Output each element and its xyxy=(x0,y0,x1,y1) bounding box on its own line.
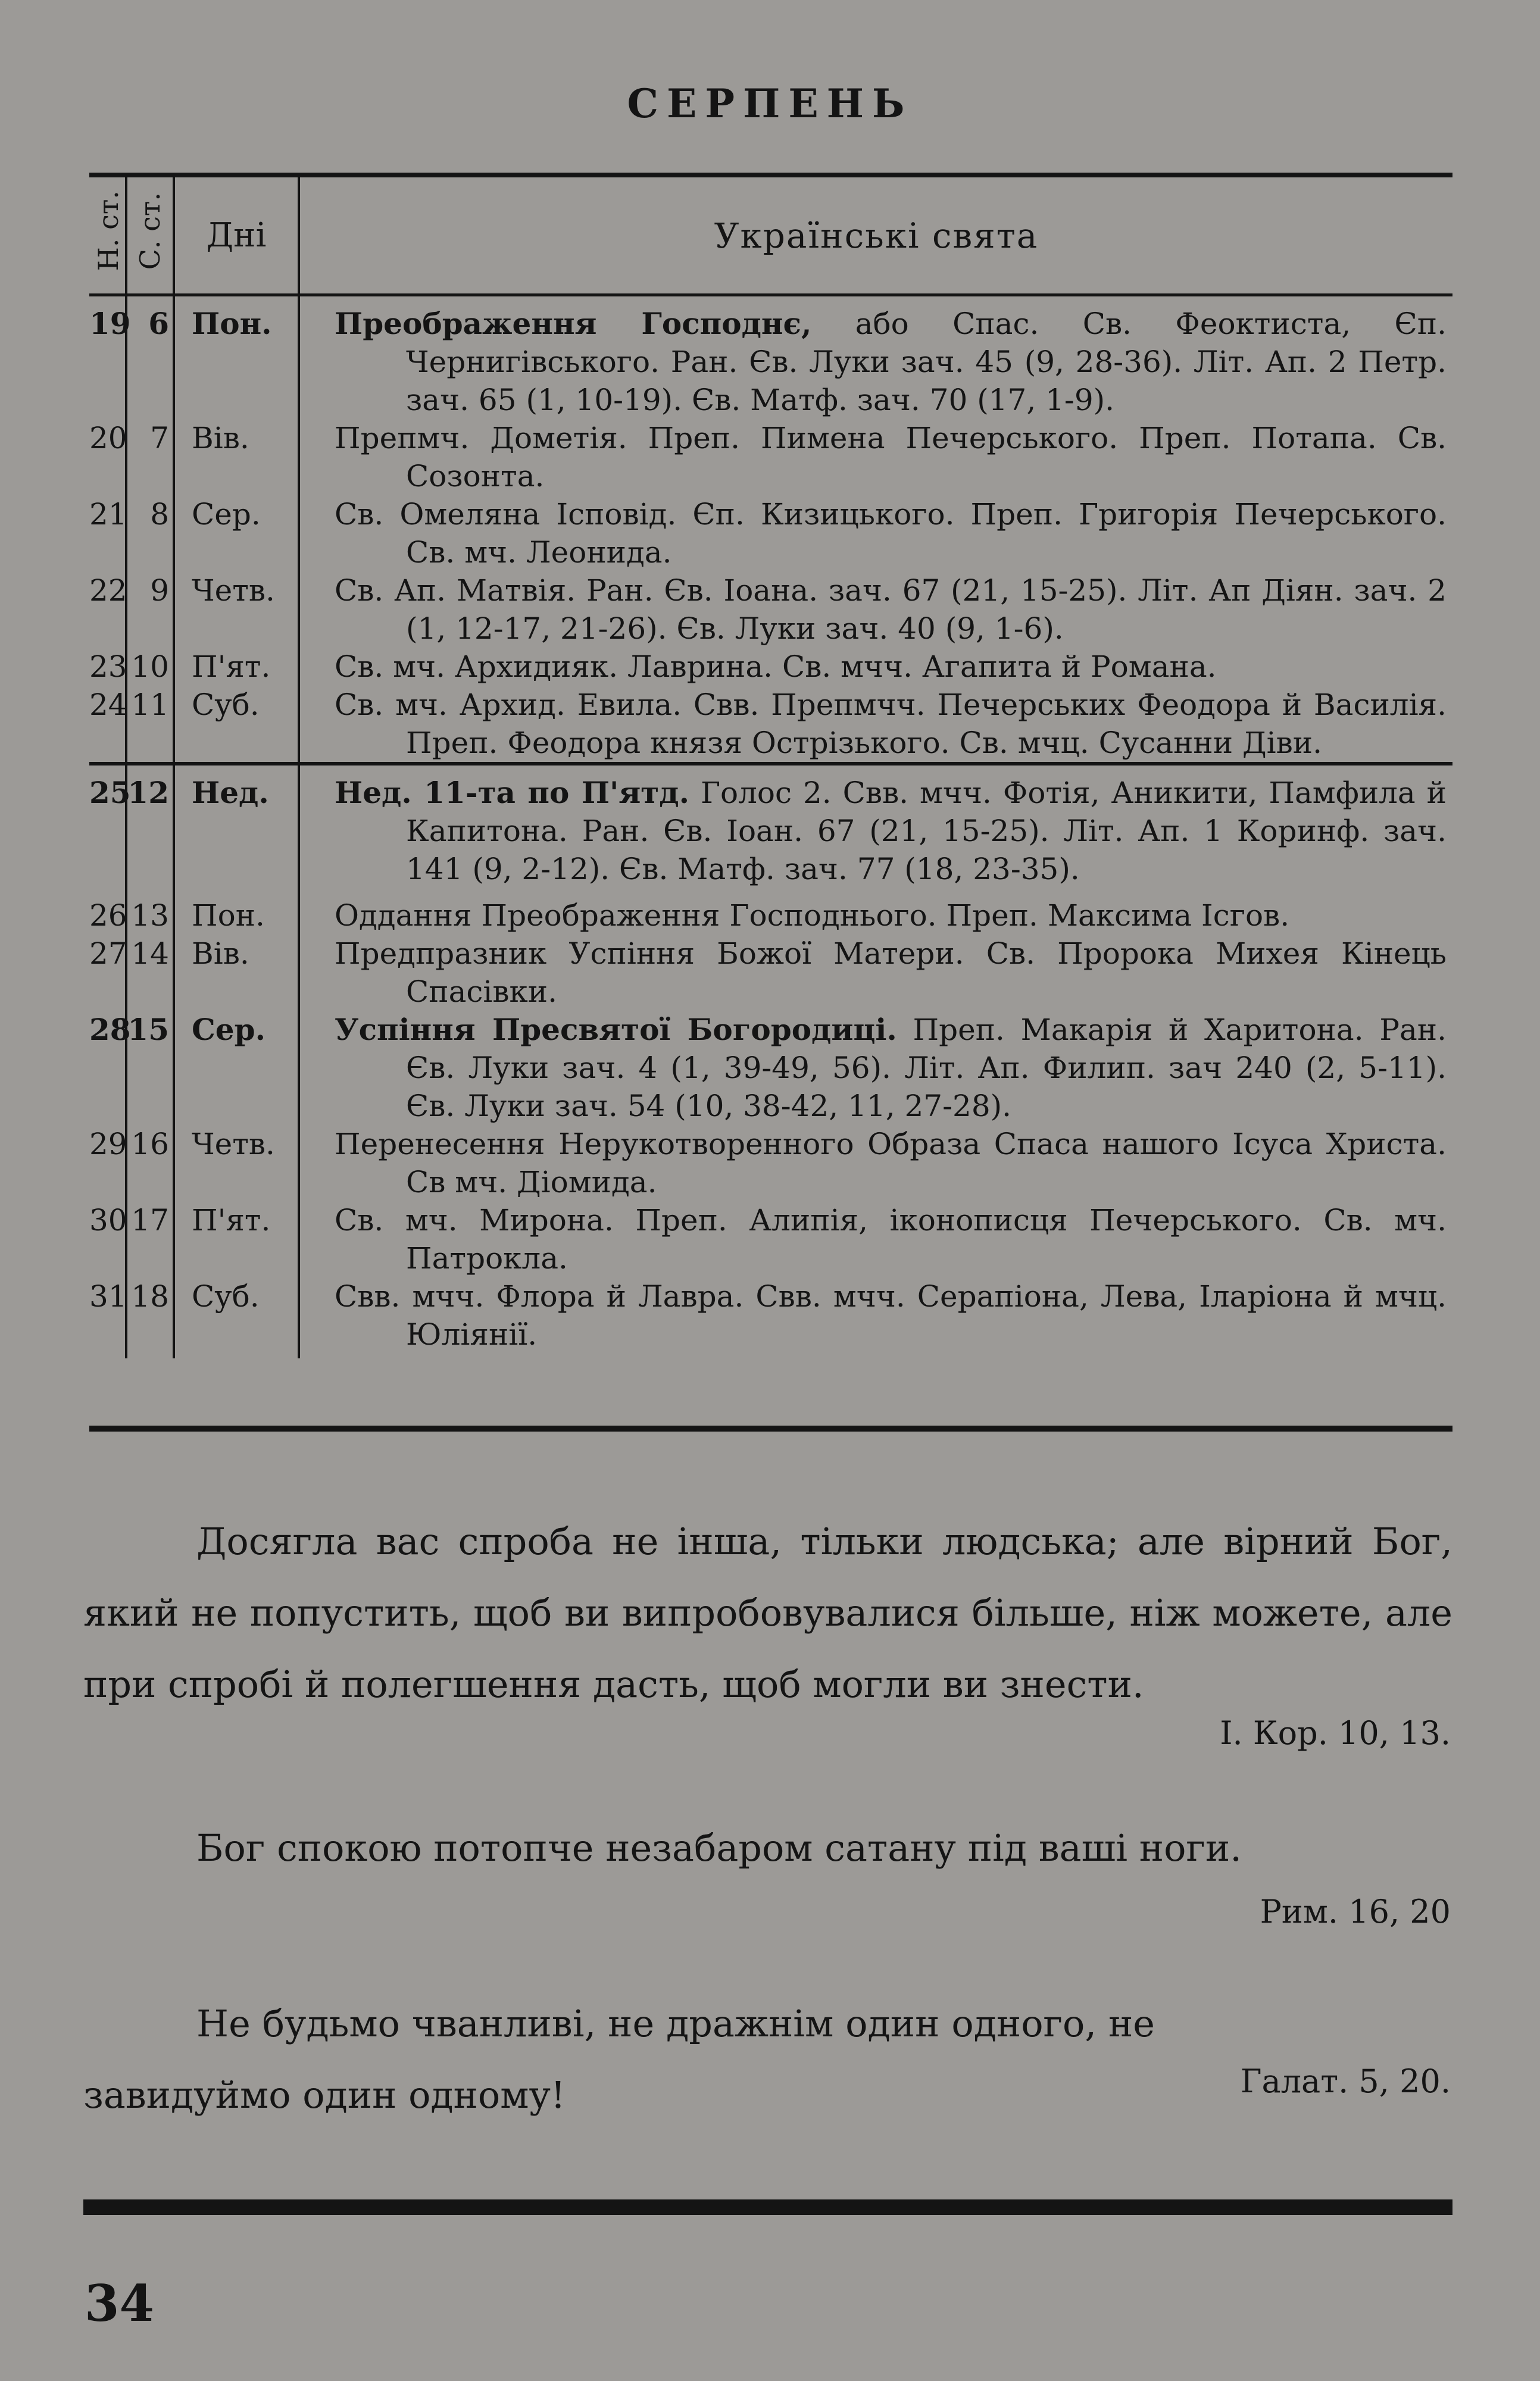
old-style-date: 8 xyxy=(126,495,174,571)
old-style-date: 18 xyxy=(126,1277,174,1358)
old-style-date: 12 xyxy=(126,764,174,888)
feast-description xyxy=(299,1125,1452,1201)
quote-3-reference: Галат. 5, 20. xyxy=(1240,2063,1451,2100)
old-style-date: 14 xyxy=(126,935,174,1011)
feast-description xyxy=(299,1011,1452,1125)
quote-2-text: Бог спокою потопче незабаром сатану під ваші ноги. xyxy=(196,1826,1242,1870)
table-row xyxy=(89,686,1452,764)
new-style-date: 29 xyxy=(89,1127,127,1161)
new-style-date: 21 xyxy=(89,497,127,532)
new-style-date: 28 xyxy=(89,1012,131,1047)
old-style-date: 10 xyxy=(126,648,174,686)
header-days: Дні xyxy=(174,175,299,295)
weekday: Сер. xyxy=(174,495,299,571)
feast-description xyxy=(299,495,1452,571)
new-style-date: 25 xyxy=(89,775,131,810)
quote-3 xyxy=(83,1988,1155,2131)
old-style-date: 6 xyxy=(126,295,174,420)
old-style-date: 11 xyxy=(126,686,174,764)
weekday: Нед. xyxy=(174,764,299,888)
feast-text: Св. мч. Архидияк. Лаврина. Св. мчч. Агапита й Романа. xyxy=(335,649,1217,684)
table-row xyxy=(89,1011,1452,1125)
feast-text: Голос 2. Свв. мчч. Фотія, Аникити, Памфила й Капитона. Ран. Єв. Іоан. 67 (21, 15-25). Літ. Ап. 1 Коринф. зач. 141 (9, 2-12). Єв. Матф. зач. 77 (18, 23-35). xyxy=(406,776,1447,886)
feast-text: Препмч. Дометія. Преп. Пимена Печерського. Преп. Потапа. Св. Созонта. xyxy=(335,421,1447,493)
quote-1-text: Досягла вас спроба не інша, тільки людська; але вірний Бог, який не попустить, щоб ви випробовувалися більше, ніж можете, але при спробі й полегшення дасть, щоб могли ви знести. xyxy=(83,1520,1452,1706)
feast-text: Перенесення Нерукотворенного Образа Спаса нашого Ісуса Христа. Св мч. Діомида. xyxy=(335,1127,1447,1199)
table-bottom-rule xyxy=(89,1426,1452,1432)
feast-description xyxy=(299,935,1452,1011)
table-row xyxy=(89,888,1452,935)
table-row xyxy=(89,1125,1452,1201)
feast-text: Св. Омеляна Ісповід. Єп. Кизицького. Преп. Григорія Печерського. Св. мч. Леонида. xyxy=(335,497,1447,570)
new-style-date: 31 xyxy=(89,1279,127,1314)
old-style-date: 7 xyxy=(126,419,174,495)
quote-2 xyxy=(83,1813,1452,1884)
table-row xyxy=(89,1201,1452,1277)
quote-1-reference: І. Кор. 10, 13. xyxy=(1220,1714,1451,1752)
feast-text: Св. мч. Мирона. Преп. Алипія, іконописця Печерського. Св. мч. Патрокла. xyxy=(335,1203,1447,1276)
new-style-date: 23 xyxy=(89,649,127,684)
table-row xyxy=(89,764,1452,888)
quote-1 xyxy=(83,1506,1452,1720)
feast-text: Преп. Макарія й Харитона. Ран. Єв. Луки зач. 4 (1, 39-49, 56). Літ. Ап. Филип. зач 240 (2, 5-11). Єв. Луки зач. 54 (10, 38-42, 11, 27-28). xyxy=(406,1013,1447,1123)
weekday: Пон. xyxy=(174,888,299,935)
table-row xyxy=(89,935,1452,1011)
calendar-table xyxy=(89,173,1452,1358)
quote-2-reference: Рим. 16, 20 xyxy=(1260,1893,1451,1930)
table-row xyxy=(89,295,1452,420)
table-row xyxy=(89,495,1452,571)
old-style-date: 16 xyxy=(126,1125,174,1201)
weekday: Четв. xyxy=(174,571,299,648)
weekday: П'ят. xyxy=(174,648,299,686)
feast-description xyxy=(299,1277,1452,1358)
footer-rule xyxy=(83,2199,1452,2215)
new-style-date: 26 xyxy=(89,898,127,933)
feast-description xyxy=(299,648,1452,686)
feast-text: Предпразник Успіння Божої Матери. Св. Пророка Михея Кінець Спасівки. xyxy=(335,936,1447,1009)
feast-description xyxy=(299,295,1452,420)
feast-title: Преображення Господнє, xyxy=(335,306,812,341)
table-row xyxy=(89,419,1452,495)
feast-title: Нед. 11-та по П'ятд. xyxy=(335,775,689,810)
feast-text: Оддання Преображення Господнього. Преп. Максима Ісгов. xyxy=(335,898,1290,933)
feast-text: Свв. мчч. Флора й Лавра. Свв. мчч. Серапіона, Лева, Іларіона й мчц. Юліянії. xyxy=(335,1279,1447,1352)
feast-description xyxy=(299,419,1452,495)
weekday: Четв. xyxy=(174,1125,299,1201)
feast-description xyxy=(299,571,1452,648)
weekday: Суб. xyxy=(174,1277,299,1358)
page-title: СЕРПЕНЬ xyxy=(627,80,913,127)
weekday: П'ят. xyxy=(174,1201,299,1277)
feast-description xyxy=(299,686,1452,764)
header-old-style: С. ст. xyxy=(126,175,174,295)
feast-text: Св. Ап. Матвія. Ран. Єв. Іоана. зач. 67 (21, 15-25). Літ. Ап Діян. зач. 2 (1, 12-17, 21-26). Єв. Луки зач. 40 (9, 1-6). xyxy=(335,573,1447,646)
page-number: 34 xyxy=(85,2274,154,2333)
new-style-date: 22 xyxy=(89,573,127,608)
new-style-date: 24 xyxy=(89,688,127,722)
weekday: Пон. xyxy=(174,295,299,420)
feast-text: Св. мч. Архид. Евила. Свв. Препмчч. Печерських Феодора й Василія. Преп. Феодора князя Острізького. Св. мчц. Сусанни Діви. xyxy=(335,688,1447,760)
feast-description xyxy=(299,888,1452,935)
table-header-row xyxy=(89,175,1452,295)
feast-description xyxy=(299,764,1452,888)
weekday: Сер. xyxy=(174,1011,299,1125)
feast-title: Успіння Пресвятої Богородиці. xyxy=(335,1012,897,1047)
weekday: Суб. xyxy=(174,686,299,764)
table-row xyxy=(89,571,1452,648)
weekday: Вів. xyxy=(174,935,299,1011)
new-style-date: 27 xyxy=(89,936,127,971)
weekday: Вів. xyxy=(174,419,299,495)
new-style-date: 20 xyxy=(89,421,127,455)
feast-text: або Спас. Св. Феоктиста, Єп. Чернигівського. Ран. Єв. Луки зач. 45 (9, 28-36). Літ. Ап. 2 Петр. зач. 65 (1, 10-19). Єв. Матф. зач. 70 (17, 1-9). xyxy=(406,307,1447,417)
feast-description xyxy=(299,1201,1452,1277)
old-style-date: 9 xyxy=(126,571,174,648)
header-feasts: Українські свята xyxy=(299,175,1452,295)
table-row xyxy=(89,648,1452,686)
old-style-date: 13 xyxy=(126,888,174,935)
new-style-date: 19 xyxy=(89,306,131,341)
new-style-date: 30 xyxy=(89,1203,127,1238)
old-style-date: 17 xyxy=(126,1201,174,1277)
header-new-style: Н. ст. xyxy=(92,190,124,271)
quote-3-text: Не будьмо чванливі, не дражнім один одного, не завидуймо один одному! xyxy=(83,2002,1155,2117)
old-style-date: 15 xyxy=(126,1011,174,1125)
table-row xyxy=(89,1277,1452,1358)
